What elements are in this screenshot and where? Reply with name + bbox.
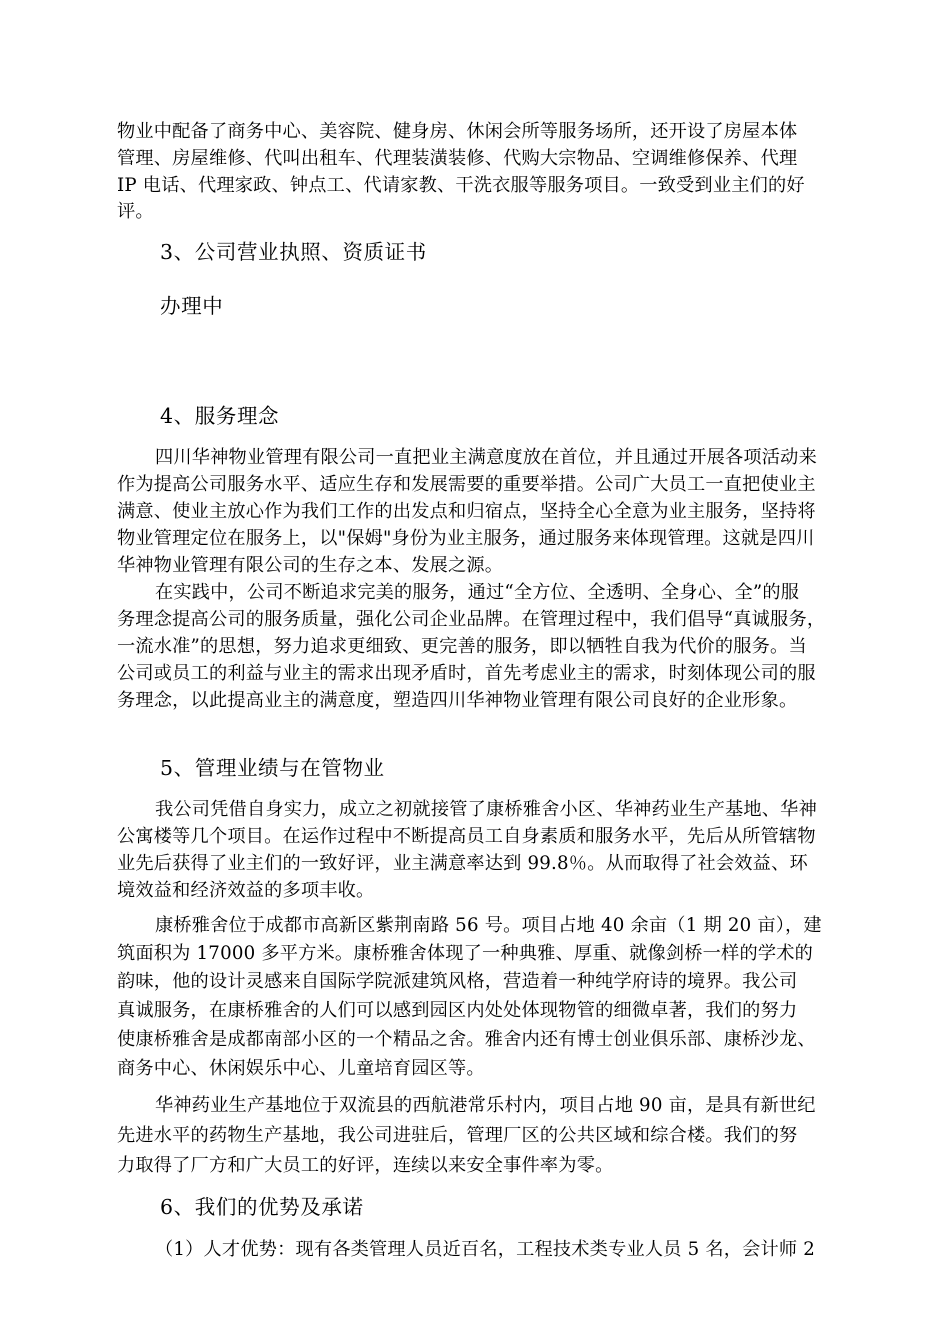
paragraph-line: 务理念提高公司的服务质量，强化公司企业品牌。在管理过程中，我们倡导“真诚服务， xyxy=(117,609,826,630)
paragraph-line: 康桥雅舍位于成都市高新区紫荆南路 56 号。项目占地 40 余亩（1 期 20 亩），建 xyxy=(155,915,822,936)
paragraph-line: 作为提高公司服务水平、适应生存和发展需要的重要举措。公司广大员工一直把使业主 xyxy=(117,474,816,495)
paragraph-line: 满意、使业主放心作为我们工作的出发点和归宿点，坚持全心全意为业主服务，坚持将 xyxy=(117,501,816,522)
section-heading-3: 3、公司营业执照、资质证书 xyxy=(160,240,427,264)
paragraph-line: 务理念，以此提高业主的满意度，塑造四川华神物业管理有限公司良好的企业形象。 xyxy=(117,690,798,711)
paragraph-line: 先进水平的药物生产基地，我公司进驻后，管理厂区的公共区域和综合楼。我们的努 xyxy=(117,1125,798,1146)
paragraph-line: 我公司凭借自身实力，成立之初就接管了康桥雅舍小区、华神药业生产基地、华神 xyxy=(155,799,817,820)
paragraph-line: 华神物业管理有限公司的生存之本、发展之源。 xyxy=(117,555,504,576)
paragraph-line: 物业中配备了商务中心、美容院、健身房、休闲会所等服务场所，还开设了房屋本体 xyxy=(117,121,798,142)
paragraph-line: 公寓楼等几个项目。在运作过程中不断提高员工自身素质和服务水平，先后从所管辖物 xyxy=(117,826,816,847)
paragraph-line: 筑面积为 17000 多平方米。康桥雅舍体现了一种典雅、厚重、就像剑桥一样的学术的 xyxy=(117,943,813,964)
status-text: 办理中 xyxy=(160,294,224,318)
section-heading-5: 5、管理业绩与在管物业 xyxy=(160,756,385,780)
paragraph-line: 真诚服务，在康桥雅舍的人们可以感到园区内处处体现物管的细微卓著，我们的努力 xyxy=(117,1000,798,1021)
paragraph-line: IP 电话、代理家政、钟点工、代请家教、干洗衣服等服务项目。一致受到业主们的好 xyxy=(117,175,805,196)
paragraph-line: 商务中心、休闲娱乐中心、儿童培育园区等。 xyxy=(117,1058,485,1079)
paragraph-line: 评。 xyxy=(117,201,154,222)
paragraph-line: 物业管理定位在服务上，以"保姆"身份为业主服务，通过服务来体现管理。这就是四川 xyxy=(117,528,815,549)
section-heading-4: 4、服务理念 xyxy=(160,404,280,428)
paragraph-line: 公司或员工的利益与业主的需求出现矛盾时，首先考虑业主的需求，时刻体现公司的服 xyxy=(117,663,816,684)
paragraph-line: 在实践中，公司不断追求完美的服务，通过“全方位、全透明、全身心、全”的服 xyxy=(155,582,800,603)
paragraph-line: 一流水准”的思想，努力追求更细致、更完善的服务，即以牺牲自我为代价的服务。当 xyxy=(117,636,807,657)
paragraph-line: 境效益和经济效益的多项丰收。 xyxy=(117,880,375,901)
paragraph-line: 韵味，他的设计灵感来自国际学院派建筑风格，营造着一种纯学府诗的境界。我公司 xyxy=(117,971,798,992)
paragraph-line: 华神药业生产基地位于双流县的西航港常乐村内，项目占地 90 亩，是具有新世纪 xyxy=(155,1095,816,1116)
section-heading-6: 6、我们的优势及承诺 xyxy=(160,1195,364,1219)
paragraph-line: 力取得了厂方和广大员工的好评，连续以来安全事件率为零。 xyxy=(117,1155,614,1176)
paragraph-line: 管理、房屋维修、代叫出租车、代理装潢装修、代购大宗物品、空调维修保养、代理 xyxy=(117,148,798,169)
paragraph-line: 业先后获得了业主们的一致好评，业主满意率达到 99.8％。从而取得了社会效益、环 xyxy=(117,853,808,874)
paragraph-line: （1）人才优势：现有各类管理人员近百名，工程技术类专业人员 5 名，会计师 2 xyxy=(155,1239,816,1260)
paragraph-line: 使康桥雅舍是成都南部小区的一个精品之舍。雅舍内还有博士创业俱乐部、康桥沙龙、 xyxy=(117,1029,816,1050)
paragraph-line: 四川华神物业管理有限公司一直把业主满意度放在首位，并且通过开展各项活动来 xyxy=(155,447,817,468)
